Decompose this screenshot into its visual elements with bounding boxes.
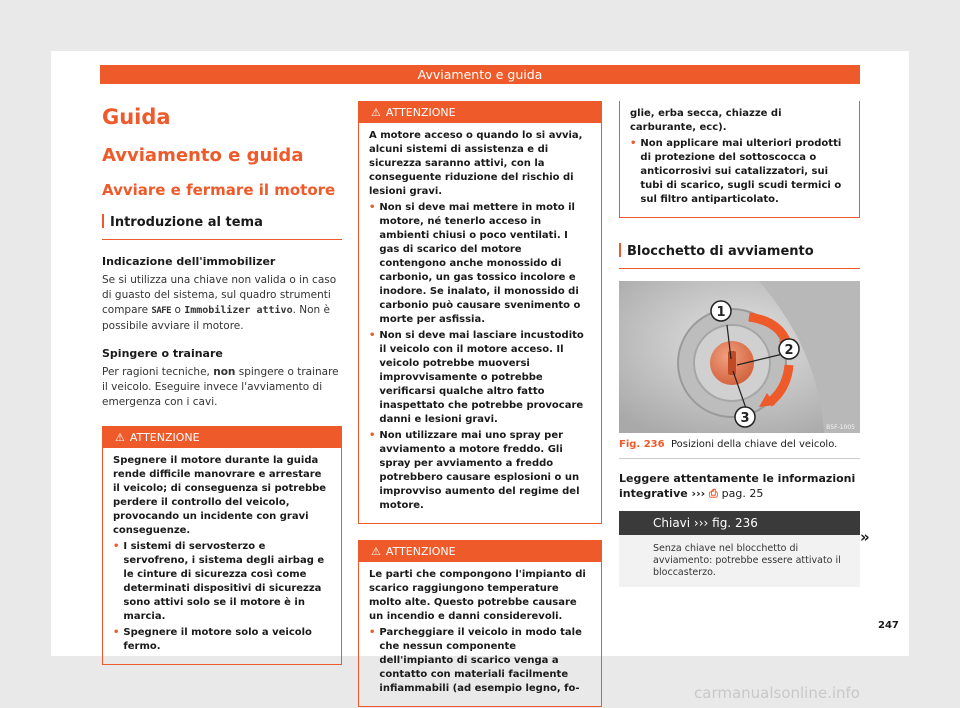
ignition-key-figure bbox=[619, 281, 860, 433]
warning-bullet: • Non utilizzare mai uno spray per avviamento a motore freddo. Gli spray per avviamento a freddo potrebbero causare esplosioni o un improvviso aumento del regime del motore. bbox=[369, 430, 580, 511]
heading-guida: Guida bbox=[102, 105, 171, 129]
safe-symbol: SAFE bbox=[151, 306, 172, 316]
warning-intro: glie, erba secca, chiazze di carburante, ecc). bbox=[630, 108, 782, 133]
bullet-icon: • bbox=[369, 330, 376, 341]
warning-intro: A motore acceso o quando lo si avvia, alcuni sistemi di assistenza e di sicurezza saranno attivi, con la conseguente riduzione del rischio di lesioni gravi. bbox=[369, 130, 583, 197]
bullet-icon: • bbox=[369, 430, 376, 441]
column-right bbox=[619, 101, 860, 587]
key-info-header: Chiavi ››› fig. 236 bbox=[619, 511, 860, 535]
bullet-icon: • bbox=[113, 627, 120, 638]
bullet-icon: • bbox=[630, 138, 637, 149]
callout-3: 3 bbox=[740, 411, 750, 426]
warning-header: ⚠ ATTENZIONE bbox=[359, 541, 601, 562]
warning-box-2 bbox=[358, 101, 602, 524]
callout-2: 2 bbox=[784, 343, 794, 358]
subtitle-blocchetto: Blocchetto di avviamento bbox=[619, 242, 860, 269]
warning-bullet: • Non applicare mai ulteriori prodotti di protezione del sottoscocca o anticorrosivi sui catalizzatori, sui tubi di scarico, sugli scudi termici o sul filtro antiparticolato. bbox=[630, 138, 842, 205]
bullet-icon: • bbox=[113, 541, 120, 552]
figure-caption: Fig. 236 Posizioni della chiave del veicolo. bbox=[619, 438, 860, 459]
warning-intro: Spegnere il motore durante la guida rende difficile manovrare e arrestare il veicolo; di conseguenza si potrebbe perdere il controllo del veicolo, provocando un incidente con gravi conseguenze. bbox=[113, 455, 327, 536]
page-number: 247 bbox=[878, 620, 899, 631]
reference-page-link[interactable]: pag. 25 bbox=[721, 487, 764, 500]
watermark: carmanualsonline.info bbox=[694, 684, 860, 702]
heading-immobilizer: Indicazione dell'immobilizer bbox=[102, 255, 276, 268]
warning-header: ⚠ ATTENZIONE bbox=[359, 102, 601, 123]
heading-avviare: Avviare e fermare il motore bbox=[102, 181, 336, 199]
heading-avviamento: Avviamento e guida bbox=[102, 145, 304, 166]
warning-bullet: • Spegnere il motore solo a veicolo fermo. bbox=[113, 627, 312, 652]
bullet-icon: • bbox=[369, 627, 376, 638]
column-middle bbox=[358, 101, 602, 708]
book-icon: ⎙ bbox=[709, 487, 718, 500]
section-header-bar: Avviamento e guida bbox=[100, 65, 860, 84]
warning-bullet: • I sistemi di servosterzo e servofreno, i sistema degli airbag e le cinture di sicurezza così come determinati dispositivi di sicurezza sono attivi solo se il motore è in marcia. bbox=[113, 541, 325, 622]
warning-intro: Le parti che compongono l'impianto di scarico raggiungono temperature molto alte. Questo potrebbe causare un incendio e danni considerevoli. bbox=[369, 569, 586, 622]
warning-box-continued bbox=[619, 101, 860, 218]
immobilizer-display-text: Immobilizer attivo bbox=[184, 305, 293, 316]
bullet-icon: • bbox=[369, 202, 376, 213]
warning-triangle-icon: ⚠ bbox=[371, 545, 381, 558]
subtitle-introduzione: Introduzione al tema bbox=[102, 213, 342, 240]
warning-box-3 bbox=[358, 540, 602, 707]
key-info-row: Senza chiave nel blocchetto di avviamento: potrebbe essere attivato il bloccasterzo. bbox=[653, 543, 841, 578]
warning-triangle-icon: ⚠ bbox=[371, 106, 381, 119]
column-left bbox=[102, 96, 342, 679]
immobilizer-text: Se si utilizza una chiave non valida o in caso di guasto del sistema, sul quadro strumenti compare SAFE o Immobilizer attivo. Non è possibile avviare il motore. bbox=[102, 274, 337, 332]
reference-text: Leggere attentamente le informazioni integrative ››› ⎙ pag. 25 bbox=[619, 472, 856, 500]
warning-triangle-icon: ⚠ bbox=[115, 431, 125, 444]
heading-tow: Spingere o trainare bbox=[102, 347, 223, 360]
warning-bullet: • Non si deve mai mettere in moto il motore, né tenerlo acceso in ambienti chiusi o poco ventilati. I gas di scarico del motore contengono anche monossido di carbonio, un gas tossico incolore e inodore. Se inalato, il monossido di carbonio può causare svenimento o morte per asfissia. bbox=[369, 202, 581, 325]
continue-mark: » bbox=[860, 528, 870, 546]
warning-bullet: • Non si deve mai lasciare incustodito il veicolo con il motore acceso. Il veicolo potrebbe muoversi improvvisamente o potrebbe verificarsi qualche altro fatto inaspettato che potrebbe provocare danni e lesioni gravi. bbox=[369, 330, 584, 425]
warning-bullet: • Parcheggiare il veicolo in modo tale che nessun componente dell'impianto di scarico venga a contatto con materiali facilmente infiammabili (ad esempio legno, fo- bbox=[369, 627, 582, 694]
tow-text: Per ragioni tecniche, non spingere o trainare il veicolo. Eseguire invece l'avviamento di emergenza con i cavi. bbox=[102, 366, 339, 408]
figure-code: B5F-1005 bbox=[826, 424, 855, 431]
warning-box-1 bbox=[102, 426, 342, 665]
warning-header: ⚠ ATTENZIONE bbox=[103, 427, 341, 448]
key-info-box bbox=[619, 511, 860, 587]
ignition-illustration bbox=[619, 281, 860, 433]
callout-1: 1 bbox=[716, 305, 726, 320]
